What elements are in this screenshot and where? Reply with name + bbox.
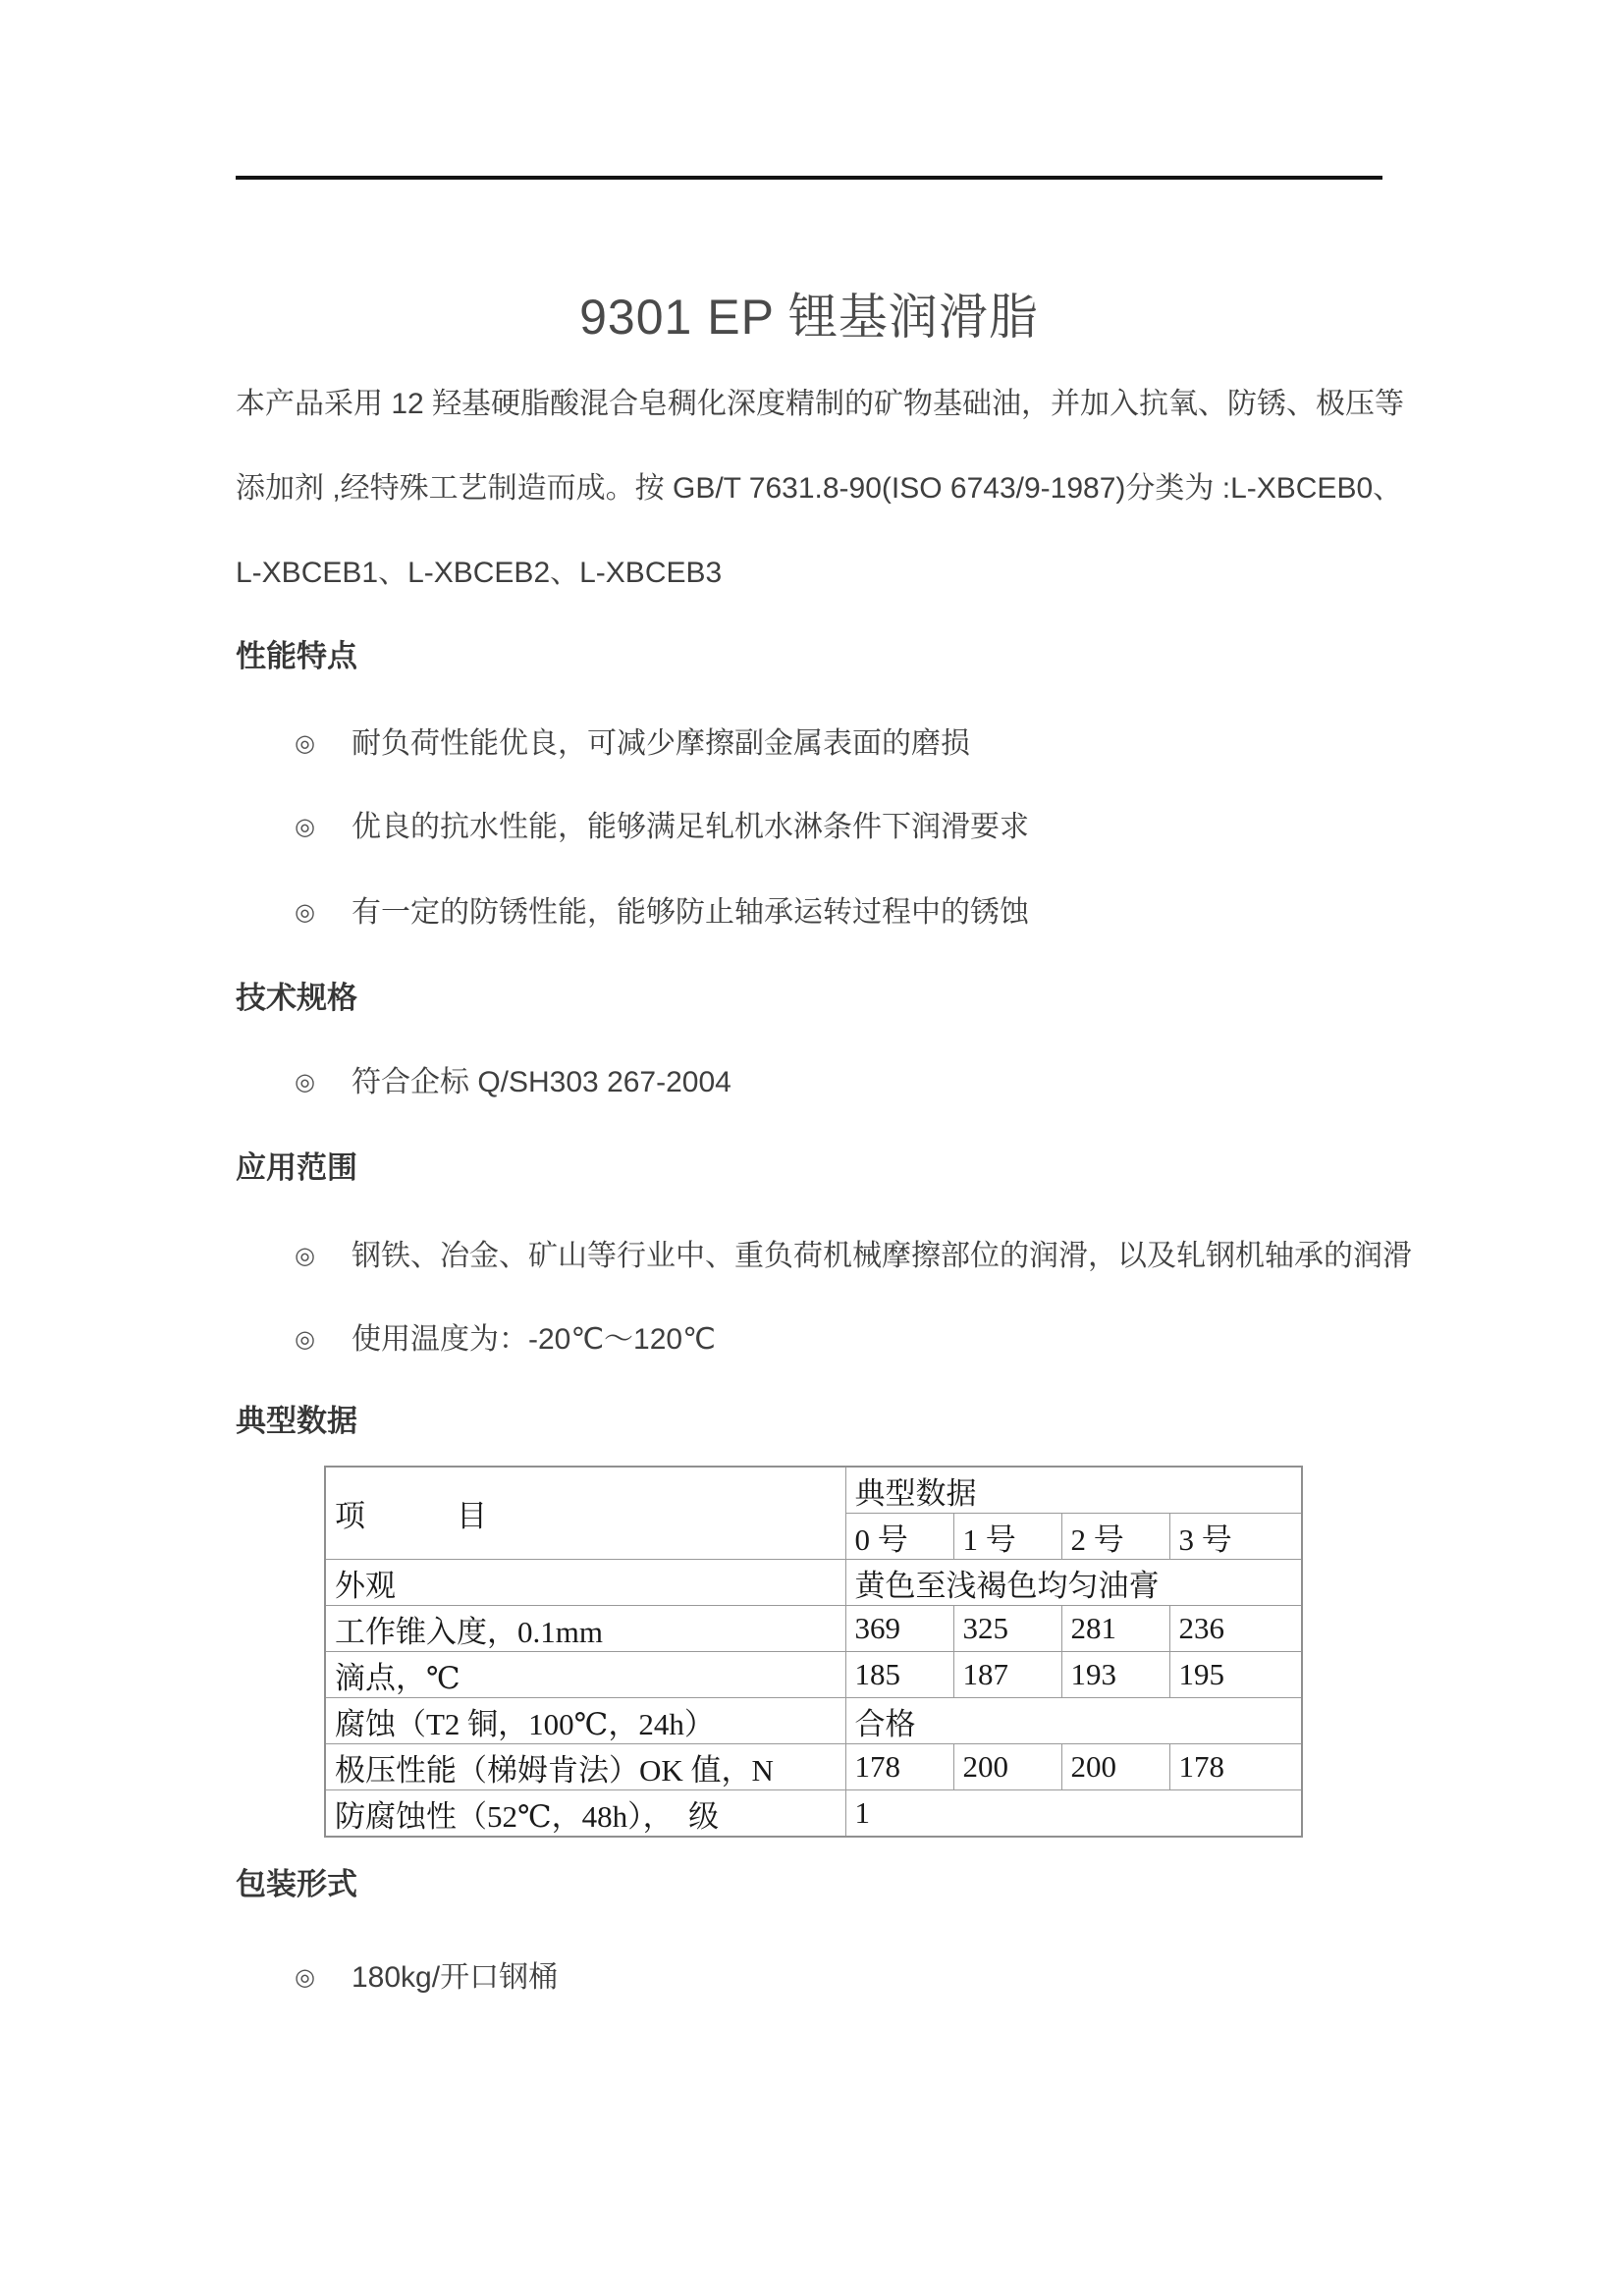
row-label-cell: 腐蚀（T2 铜，100℃，24h）: [325, 1698, 845, 1744]
row-value-cell: 195: [1169, 1652, 1302, 1698]
intro-line: 添加剂 ,经特殊工艺制造而成。按 GB/T 7631.8-90(ISO 6743/9-1987)分类为 :L-XBCEB0、: [236, 472, 1403, 505]
group-header-cell: 典型数据: [845, 1467, 1302, 1514]
intro-line: L-XBCEB1、L-XBCEB2、L-XBCEB3: [236, 557, 723, 589]
table-row: [325, 1652, 1302, 1698]
bullet-icon: ◎: [295, 1964, 315, 1991]
row-label-cell: 外观: [325, 1560, 845, 1606]
bullet-icon: ◎: [295, 1069, 315, 1095]
row-label-cell: 工作锥入度，0.1mm: [325, 1606, 845, 1652]
section-heading-features: 性能特点: [236, 639, 357, 673]
bullet-icon: ◎: [295, 1326, 315, 1353]
grade-header-cell: 0 号: [845, 1514, 953, 1560]
section-heading-typical-data: 典型数据: [236, 1404, 357, 1438]
row-value-cell: 281: [1061, 1606, 1169, 1652]
table-row: [325, 1744, 1302, 1790]
row-value-cell: 200: [953, 1744, 1061, 1790]
list-item-text: 使用温度为：-20℃～120℃: [352, 1323, 716, 1356]
list-item-text: 钢铁、冶金、矿山等行业中、重负荷机械摩擦部位的润滑，以及轧钢机轴承的润滑: [352, 1240, 1412, 1272]
row-value-cell: 200: [1061, 1744, 1169, 1790]
section-heading-applications: 应用范围: [236, 1150, 357, 1185]
grade-header-cell: 1 号: [953, 1514, 1061, 1560]
list-item: [295, 806, 1029, 849]
row-value-cell: 185: [845, 1652, 953, 1698]
list-item: [295, 1956, 558, 2000]
section-heading-specs: 技术规格: [236, 981, 357, 1015]
row-value-cell: 178: [845, 1744, 953, 1790]
row-span-value-cell: 黄色至浅褐色均匀油膏: [845, 1560, 1302, 1606]
list-item: [295, 891, 1029, 934]
bullet-icon: ◎: [295, 730, 315, 757]
list-item-text: 有一定的防锈性能，能够防止轴承运转过程中的锈蚀: [352, 896, 1029, 929]
row-span-value-cell: 1: [845, 1790, 1302, 1838]
top-rule: [236, 176, 1382, 180]
list-item-text: 符合企标 Q/SH303 267-2004: [352, 1066, 731, 1098]
grade-header-cell: 3 号: [1169, 1514, 1302, 1560]
list-item: [295, 1318, 716, 1362]
list-item: [295, 1235, 1412, 1278]
row-value-cell: 187: [953, 1652, 1061, 1698]
list-item: [295, 1061, 731, 1104]
list-item-text: 耐负荷性能优良，可减少摩擦副金属表面的磨损: [352, 727, 970, 760]
page-title: 9301 EP 锂基润滑脂: [579, 290, 1039, 345]
item-header-cell: 项 目: [325, 1467, 845, 1560]
table-row: [325, 1560, 1302, 1606]
bullet-icon: ◎: [295, 814, 315, 840]
bullet-icon: ◎: [295, 899, 315, 926]
list-item: [295, 722, 970, 766]
row-value-cell: 369: [845, 1606, 953, 1652]
row-value-cell: 325: [953, 1606, 1061, 1652]
intro-line: 本产品采用 12 羟基硬脂酸混合皂稠化深度精制的矿物基础油，并加入抗氧、防锈、极压等: [236, 388, 1405, 420]
row-label-cell: 防腐蚀性（52℃，48h）， 级: [325, 1790, 845, 1838]
grade-header-cell: 2 号: [1061, 1514, 1169, 1560]
typical-data-table: [324, 1466, 1303, 1838]
row-value-cell: 236: [1169, 1606, 1302, 1652]
table-row: [325, 1790, 1302, 1838]
table-row: [325, 1467, 1302, 1514]
list-item-text: 180kg/开口钢桶: [352, 1961, 559, 1994]
row-span-value-cell: 合格: [845, 1698, 1302, 1744]
list-item-text: 优良的抗水性能，能够满足轧机水淋条件下润滑要求: [352, 811, 1029, 843]
row-label-cell: 极压性能（梯姆肯法）OK 值，N: [325, 1744, 845, 1790]
table-row: [325, 1698, 1302, 1744]
bullet-icon: ◎: [295, 1243, 315, 1269]
row-value-cell: 193: [1061, 1652, 1169, 1698]
section-heading-packaging: 包装形式: [236, 1867, 357, 1901]
table-row: [325, 1606, 1302, 1652]
row-label-cell: 滴点，℃: [325, 1652, 845, 1698]
row-value-cell: 178: [1169, 1744, 1302, 1790]
